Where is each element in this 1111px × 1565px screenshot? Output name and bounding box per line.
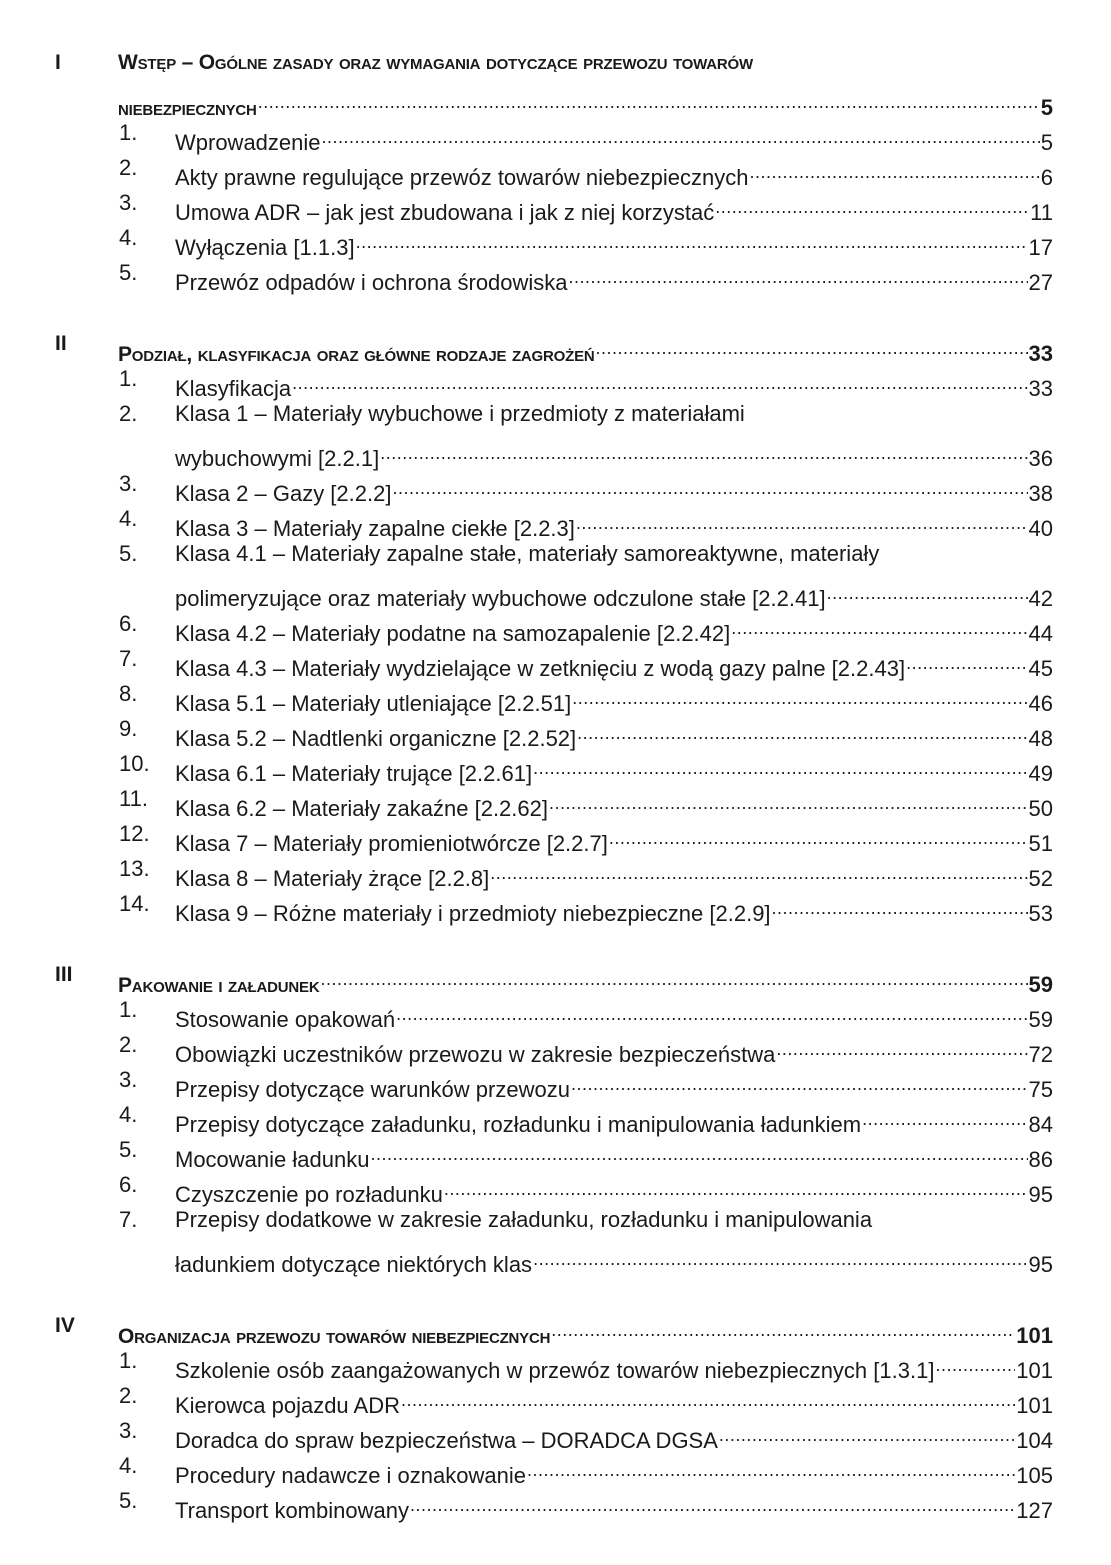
entry-page-number: 27	[1028, 270, 1053, 295]
dot-leader	[490, 851, 1027, 886]
entry-title[interactable]: Klasa 2 – Gazy [2.2.2]	[175, 481, 392, 506]
toc-entry-row[interactable]	[0, 1483, 1111, 1523]
chapter-numeral: I	[55, 51, 61, 74]
dot-leader	[322, 115, 1040, 150]
entry-number: 4.	[119, 225, 138, 250]
entry-page-number: 36	[1028, 446, 1053, 471]
dot-leader	[609, 816, 1028, 851]
chapter-numeral: II	[55, 332, 67, 355]
toc-entry-row[interactable]	[0, 1378, 1111, 1418]
entry-page-number: 105	[1016, 1463, 1053, 1488]
entry-page-number: 45	[1028, 656, 1053, 681]
dot-leader	[396, 992, 1027, 1027]
entry-title[interactable]: Przepisy dodatkowe w zakresie załadunku, rozładunku i manipulowania	[175, 1207, 873, 1232]
entry-page-number: 38	[1028, 481, 1053, 506]
entry-page-number: 59	[1028, 1007, 1053, 1032]
chapter-title[interactable]: niebezpiecznych	[118, 97, 257, 120]
entry-title[interactable]: Klasa 7 – Materiały promieniotwórcze [2.2.7]	[175, 831, 608, 856]
entry-title[interactable]: Kierowca pojazdu ADR	[175, 1393, 401, 1418]
entry-title[interactable]: Czyszczenie po rozładunku	[175, 1182, 443, 1207]
toc-entry-row[interactable]	[0, 1448, 1111, 1488]
entry-page-number: 42	[1028, 586, 1053, 611]
toc-entry-row[interactable]	[0, 1167, 1111, 1207]
entry-number: 4.	[119, 506, 138, 531]
toc-chapter	[0, 957, 1111, 1277]
entry-number: 7.	[119, 646, 138, 671]
dot-leader	[596, 326, 1028, 361]
toc-entry-row[interactable]	[0, 992, 1111, 1032]
dot-leader	[320, 957, 1027, 992]
entry-page-number: 127	[1016, 1498, 1053, 1523]
dot-leader	[776, 1027, 1027, 1062]
dot-leader	[258, 80, 1040, 115]
entry-title[interactable]: Szkolenie osób zaangażowanych w przewóz towarów niebezpiecznych [1.3.1]	[175, 1358, 935, 1383]
dot-leader	[715, 185, 1029, 220]
entry-number: 5.	[119, 260, 138, 285]
toc-entry-row[interactable]	[0, 1062, 1111, 1102]
toc-entry-row[interactable]	[0, 746, 1111, 786]
toc-entry-row[interactable]	[0, 1202, 1111, 1237]
dot-leader	[719, 1413, 1015, 1448]
dot-leader	[569, 255, 1028, 290]
entry-title[interactable]: Klasa 4.1 – Materiały zapalne stałe, materiały samoreaktywne, materiały	[175, 541, 880, 566]
toc-entry-row[interactable]	[0, 641, 1111, 681]
entry-number: 6.	[119, 1172, 138, 1197]
dot-leader	[410, 1483, 1015, 1518]
entry-title[interactable]: Stosowanie opakowań	[175, 1007, 396, 1032]
toc-entry-row[interactable]	[0, 536, 1111, 571]
entry-title[interactable]: Klasyfikacja	[175, 376, 292, 401]
toc-entry[interactable]	[175, 396, 1053, 431]
toc-entry[interactable]	[175, 536, 1053, 571]
entry-page-number: 53	[1028, 901, 1053, 926]
entry-page-number: 11	[1030, 200, 1053, 225]
toc-entry-row[interactable]	[0, 711, 1111, 751]
entry-title[interactable]: Klasa 6.1 – Materiały trujące [2.2.61]	[175, 761, 533, 786]
dot-leader	[577, 711, 1027, 746]
dot-leader	[750, 150, 1040, 185]
entry-number: 14.	[119, 891, 150, 916]
entry-number: 2.	[119, 1032, 138, 1057]
entry-title[interactable]: Klasa 4.2 – Materiały podatne na samozapalenie [2.2.42]	[175, 621, 731, 646]
entry-title[interactable]: Akty prawne regulujące przewóz towarów niebezpiecznych	[175, 165, 749, 190]
entry-title[interactable]: Klasa 8 – Materiały żrące [2.2.8]	[175, 866, 490, 891]
entry-number: 4.	[119, 1102, 138, 1127]
entry-number: 3.	[119, 190, 138, 215]
entry-title[interactable]: Przepisy dotyczące warunków przewozu	[175, 1077, 570, 1102]
entry-title[interactable]: Klasa 6.2 – Materiały zakaźne [2.2.62]	[175, 796, 548, 821]
entry-page-number: 52	[1028, 866, 1053, 891]
dot-leader	[444, 1167, 1028, 1202]
toc-entry-row[interactable]	[0, 396, 1111, 431]
toc-entry-row[interactable]	[0, 466, 1111, 506]
toc-entry-row[interactable]	[0, 1027, 1111, 1067]
toc-entry-row[interactable]	[0, 886, 1111, 926]
chapter-title[interactable]: Pakowanie i załadunek	[118, 974, 320, 997]
chapter-page-number: 5	[1040, 95, 1053, 120]
entry-page-number: 40	[1028, 516, 1053, 541]
entry-title[interactable]: Wyłączenia [1.1.3]	[175, 235, 355, 260]
toc-entry[interactable]	[175, 886, 1053, 931]
dot-leader	[576, 501, 1028, 536]
entry-title[interactable]: Klasa 3 – Materiały zapalne ciekłe [2.2.3]	[175, 516, 575, 541]
chapter-heading-row[interactable]	[0, 45, 1111, 80]
entry-page-number: 75	[1028, 1077, 1053, 1102]
toc-entry[interactable]	[175, 1237, 1053, 1282]
dot-leader	[401, 1378, 1015, 1413]
toc-entry-row[interactable]	[0, 851, 1111, 891]
entry-number: 11.	[119, 786, 148, 811]
dot-leader	[906, 641, 1027, 676]
table-of-contents	[0, 45, 1111, 1523]
entry-page-number: 51	[1028, 831, 1053, 856]
toc-entry-row[interactable]	[0, 501, 1111, 541]
entry-title[interactable]: Klasa 1 – Materiały wybuchowe i przedmioty z materiałami	[175, 401, 745, 426]
entry-number: 3.	[119, 1418, 138, 1443]
dot-leader	[862, 1097, 1027, 1132]
entry-number: 7.	[119, 1207, 138, 1232]
toc-entry-row[interactable]	[0, 571, 1111, 611]
toc-entry-row[interactable]	[0, 115, 1111, 155]
dot-leader	[380, 431, 1027, 466]
toc-entry-row[interactable]	[0, 1132, 1111, 1172]
chapter-heading-row[interactable]	[0, 957, 1111, 997]
entry-page-number: 33	[1028, 376, 1053, 401]
toc-entry-row[interactable]	[0, 1097, 1111, 1137]
chapter-heading-row[interactable]	[0, 326, 1111, 366]
toc-entry-row[interactable]	[0, 676, 1111, 716]
entry-title[interactable]: Klasa 5.1 – Materiały utleniające [2.2.51]	[175, 691, 572, 716]
entry-number: 1.	[119, 1348, 138, 1373]
dot-leader	[551, 1308, 1015, 1343]
toc-entry-row[interactable]	[0, 781, 1111, 821]
entry-title[interactable]: Przewóz odpadów i ochrona środowiska	[175, 270, 568, 295]
entry-number: 1.	[119, 366, 138, 391]
entry-title[interactable]: wybuchowymi [2.2.1]	[175, 446, 380, 471]
entry-title[interactable]: Przepisy dotyczące załadunku, rozładunku i manipulowania ładunkiem	[175, 1112, 862, 1137]
entry-page-number: 46	[1028, 691, 1053, 716]
entry-title[interactable]: Umowa ADR – jak jest zbudowana i jak z niej korzystać	[175, 200, 715, 225]
entry-title[interactable]: Procedury nadawcze i oznakowanie	[175, 1463, 526, 1488]
entry-page-number: 48	[1028, 726, 1053, 751]
entry-page-number: 17	[1028, 235, 1053, 260]
entry-page-number: 5	[1040, 130, 1053, 155]
entry-title[interactable]: polimeryzujące oraz materiały wybuchowe odczulone stałe [2.2.41]	[175, 586, 826, 611]
dot-leader	[549, 781, 1028, 816]
toc-entry-row[interactable]	[0, 431, 1111, 471]
chapter-heading-entry[interactable]	[118, 45, 1053, 80]
entry-title[interactable]: Mocowanie ładunku	[175, 1147, 370, 1172]
entry-number: 13.	[119, 856, 150, 881]
toc-entry-row[interactable]	[0, 1343, 1111, 1383]
dot-leader	[527, 1448, 1015, 1483]
entry-number: 4.	[119, 1453, 138, 1478]
toc-entry[interactable]	[175, 255, 1053, 300]
entry-page-number: 6	[1040, 165, 1053, 190]
chapter-page-number: 101	[1016, 1323, 1053, 1348]
entry-page-number: 95	[1028, 1252, 1053, 1277]
chapter-title[interactable]: Wstęp – Ogólne zasady oraz wymagania dotyczące przewozu towarów	[118, 51, 753, 74]
entry-number: 12.	[119, 821, 150, 846]
entry-number: 1.	[119, 120, 138, 145]
toc-entry-row[interactable]	[0, 255, 1111, 295]
entry-number: 2.	[119, 1383, 138, 1408]
chapter-heading-row[interactable]	[0, 1308, 1111, 1348]
chapter-page-number: 33	[1028, 341, 1053, 366]
chapter-numeral: III	[55, 963, 73, 986]
entry-number: 3.	[119, 1067, 138, 1092]
dot-leader	[731, 606, 1027, 641]
entry-page-number: 50	[1028, 796, 1053, 821]
dot-leader	[533, 1237, 1027, 1272]
dot-leader	[533, 746, 1027, 781]
toc-entry-row[interactable]	[0, 606, 1111, 646]
entry-page-number: 86	[1028, 1147, 1053, 1172]
entry-number: 5.	[119, 541, 138, 566]
entry-number: 8.	[119, 681, 138, 706]
chapter-page-number: 59	[1028, 972, 1053, 997]
toc-entry-row[interactable]	[0, 816, 1111, 856]
toc-entry-row[interactable]	[0, 150, 1111, 190]
dot-leader	[370, 1132, 1027, 1167]
entry-number: 6.	[119, 611, 138, 636]
dot-leader	[772, 886, 1028, 921]
entry-number: 10.	[119, 751, 150, 776]
entry-title[interactable]: Obowiązki uczestników przewozu w zakresie bezpieczeństwa	[175, 1042, 776, 1067]
entry-page-number: 49	[1028, 761, 1053, 786]
toc-entry-row[interactable]	[0, 361, 1111, 401]
entry-page-number: 72	[1028, 1042, 1053, 1067]
toc-entry[interactable]	[175, 1483, 1053, 1528]
entry-page-number: 101	[1016, 1358, 1053, 1383]
entry-page-number: 104	[1016, 1428, 1053, 1453]
entry-number: 3.	[119, 471, 138, 496]
entry-number: 2.	[119, 401, 138, 426]
dot-leader	[572, 676, 1027, 711]
chapter-title[interactable]: Podział, klasyfikacja oraz główne rodzaje zagrożeń	[118, 343, 595, 366]
chapter-title[interactable]: Organizacja przewozu towarów niebezpiecznych	[118, 1325, 551, 1348]
entry-title[interactable]: Wprowadzenie	[175, 130, 321, 155]
toc-entry-row[interactable]	[0, 1413, 1111, 1453]
toc-entry-row[interactable]	[0, 185, 1111, 225]
chapter-heading-row[interactable]	[0, 80, 1111, 120]
entry-number: 2.	[119, 155, 138, 180]
dot-leader	[571, 1062, 1028, 1097]
toc-chapter	[0, 45, 1111, 295]
toc-chapter	[0, 326, 1111, 926]
entry-page-number: 44	[1028, 621, 1053, 646]
dot-leader	[292, 361, 1027, 396]
dot-leader	[827, 571, 1028, 606]
entry-number: 5.	[119, 1488, 138, 1513]
entry-title[interactable]: Klasa 4.3 – Materiały wydzielające w zetknięciu z wodą gazy palne [2.2.43]	[175, 656, 906, 681]
entry-number: 9.	[119, 716, 138, 741]
entry-title[interactable]: Klasa 5.2 – Nadtlenki organiczne [2.2.52]	[175, 726, 577, 751]
entry-title[interactable]: ładunkiem dotyczące niektórych klas	[175, 1252, 533, 1277]
toc-entry-row[interactable]	[0, 1237, 1111, 1277]
entry-page-number: 95	[1028, 1182, 1053, 1207]
toc-entry-row[interactable]	[0, 220, 1111, 260]
toc-chapter	[0, 1308, 1111, 1523]
entry-title[interactable]: Doradca do spraw bezpieczeństwa – DORADCA DGSA	[175, 1428, 718, 1453]
chapter-numeral: IV	[55, 1314, 75, 1337]
entry-number: 5.	[119, 1137, 138, 1162]
entry-page-number: 101	[1016, 1393, 1053, 1418]
dot-leader	[356, 220, 1028, 255]
toc-entry[interactable]	[175, 1202, 1053, 1237]
entry-title[interactable]: Transport kombinowany	[175, 1498, 409, 1523]
dot-leader	[392, 466, 1027, 501]
dot-leader	[935, 1343, 1015, 1378]
entry-title[interactable]: Klasa 9 – Różne materiały i przedmioty niebezpieczne [2.2.9]	[175, 901, 771, 926]
entry-page-number: 84	[1028, 1112, 1053, 1137]
entry-number: 1.	[119, 997, 138, 1022]
